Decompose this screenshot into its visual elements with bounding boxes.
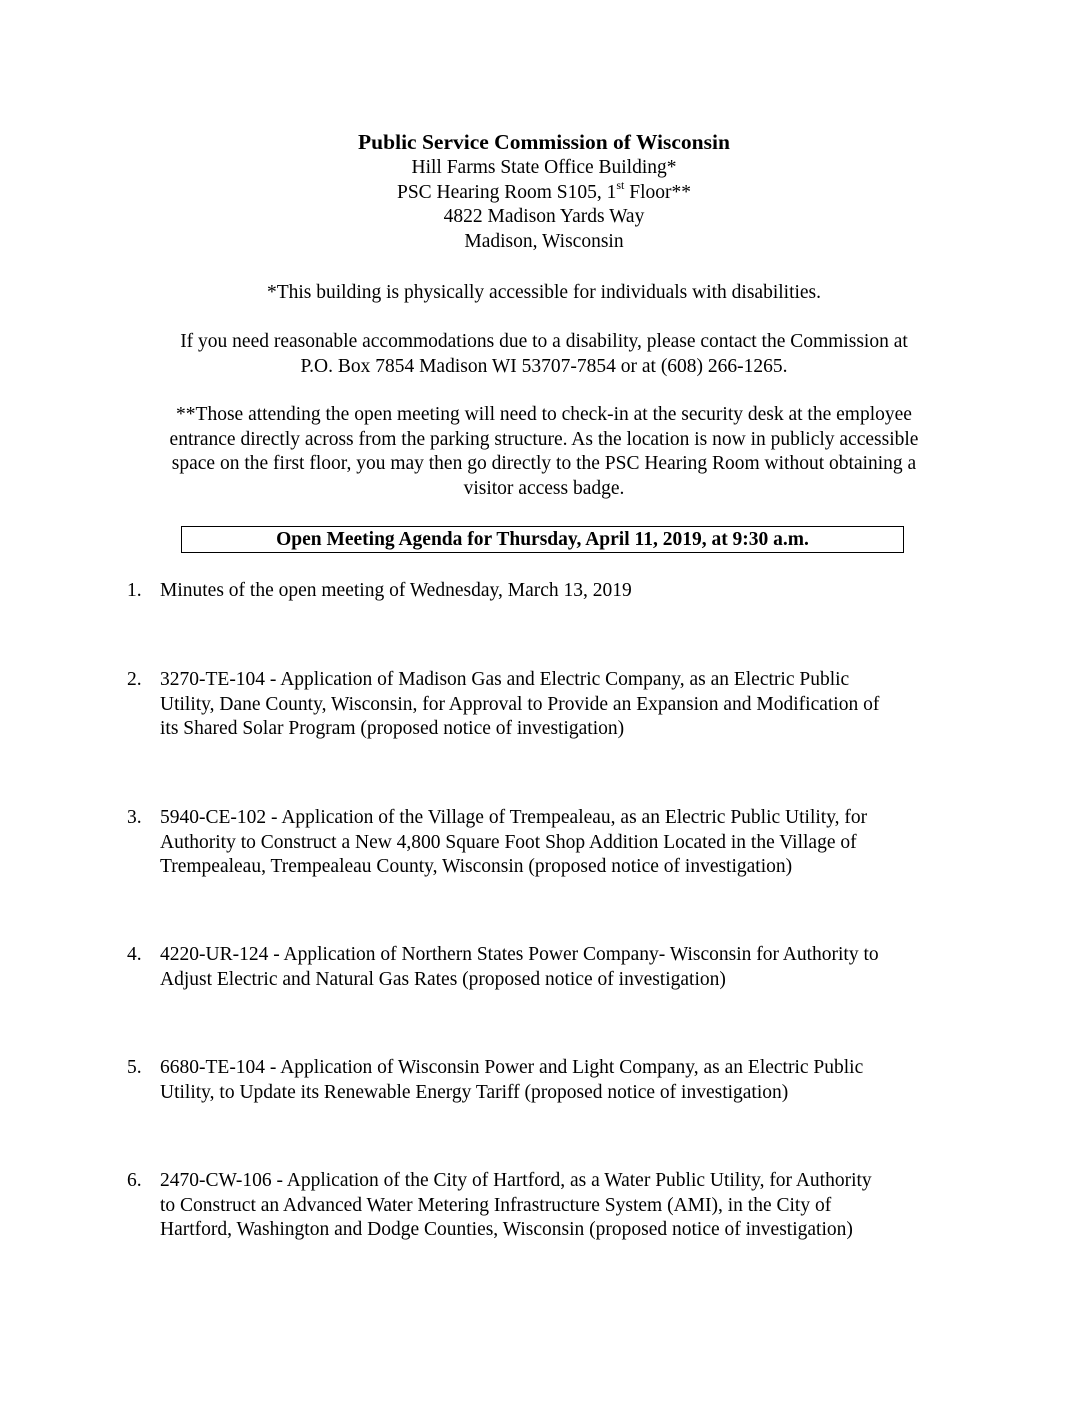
agenda-item-text: Minutes of the open meeting of Wednesday, March 13, 2019 (160, 580, 632, 601)
agenda-item-number: 5. (127, 1057, 142, 1078)
agenda-item-number: 3. (127, 807, 142, 828)
street-address: 4822 Madison Yards Way (443, 206, 645, 227)
agenda-heading-box (181, 526, 904, 553)
accessibility-notice: *This building is physically accessible for individuals with disabilities. (266, 282, 822, 303)
agenda-item-text: 4220-UR-124 - Application of Northern States Power Company- Wisconsin for Authority to Adjust Electric and Natural Gas Rates (proposed notice of investigation) (160, 944, 879, 990)
city-state: Madison, Wisconsin (464, 230, 624, 252)
agenda-item-text: 3270-TE-104 - Application of Madison Gas and Electric Company, as an Electric Public Utility, Dane County, Wisconsin, for Approval to Provide an Expansion and Modification of its Shared Solar Program (proposed notice of investigation) (160, 669, 880, 739)
checkin-notice: **Those attending the open meeting will need to check-in at the security desk at the employee entrance directly across from the parking structure. As the location is now in publicly accessible space on the first floor, you may then go directly to the PSC Hearing Room without obtaining a visitor access badge. (169, 404, 919, 499)
agenda-item-number: 1. (127, 580, 142, 601)
building-name: Hill Farms State Office Building* (411, 157, 677, 178)
agenda-item-text: 2470-CW-106 - Application of the City of Hartford, as a Water Public Utility, for Authority to Construct an Advanced Water Metering Infrastructure System (AMI), in the City of Hartford, Washington and Dodge Counties, Wisconsin (proposed notice of investigation) (160, 1170, 872, 1240)
hearing-room: PSC Hearing Room S105, 1st Floor** (396, 178, 692, 203)
agenda-heading: Open Meeting Agenda for Thursday, April 11, 2019, at 9:30 a.m. (276, 529, 809, 550)
page-title: Public Service Commission of Wisconsin (358, 130, 730, 154)
agenda-item-number: 2. (127, 669, 142, 690)
accommodations-notice: If you need reasonable accommodations due to a disability, please contact the Commission at P.O. Box 7854 Madison WI 53707-7854 or at (608) 266-1265. (180, 331, 908, 377)
agenda-item-text: 6680-TE-104 - Application of Wisconsin Power and Light Company, as an Electric Public Utility, to Update its Renewable Energy Tariff (proposed notice of investigation) (160, 1057, 864, 1103)
document-header (0, 128, 1088, 254)
agenda-item-number: 4. (127, 944, 142, 965)
agenda-item-text: 5940-CE-102 - Application of the Village of Trempealeau, as an Electric Public Utility, for Authority to Construct a New 4,800 Square Foot Shop Addition Located in the Village of Trempealeau, Trempealeau County, Wisconsin (proposed notice of investigation) (160, 807, 868, 877)
agenda-item-number: 6. (127, 1170, 142, 1191)
